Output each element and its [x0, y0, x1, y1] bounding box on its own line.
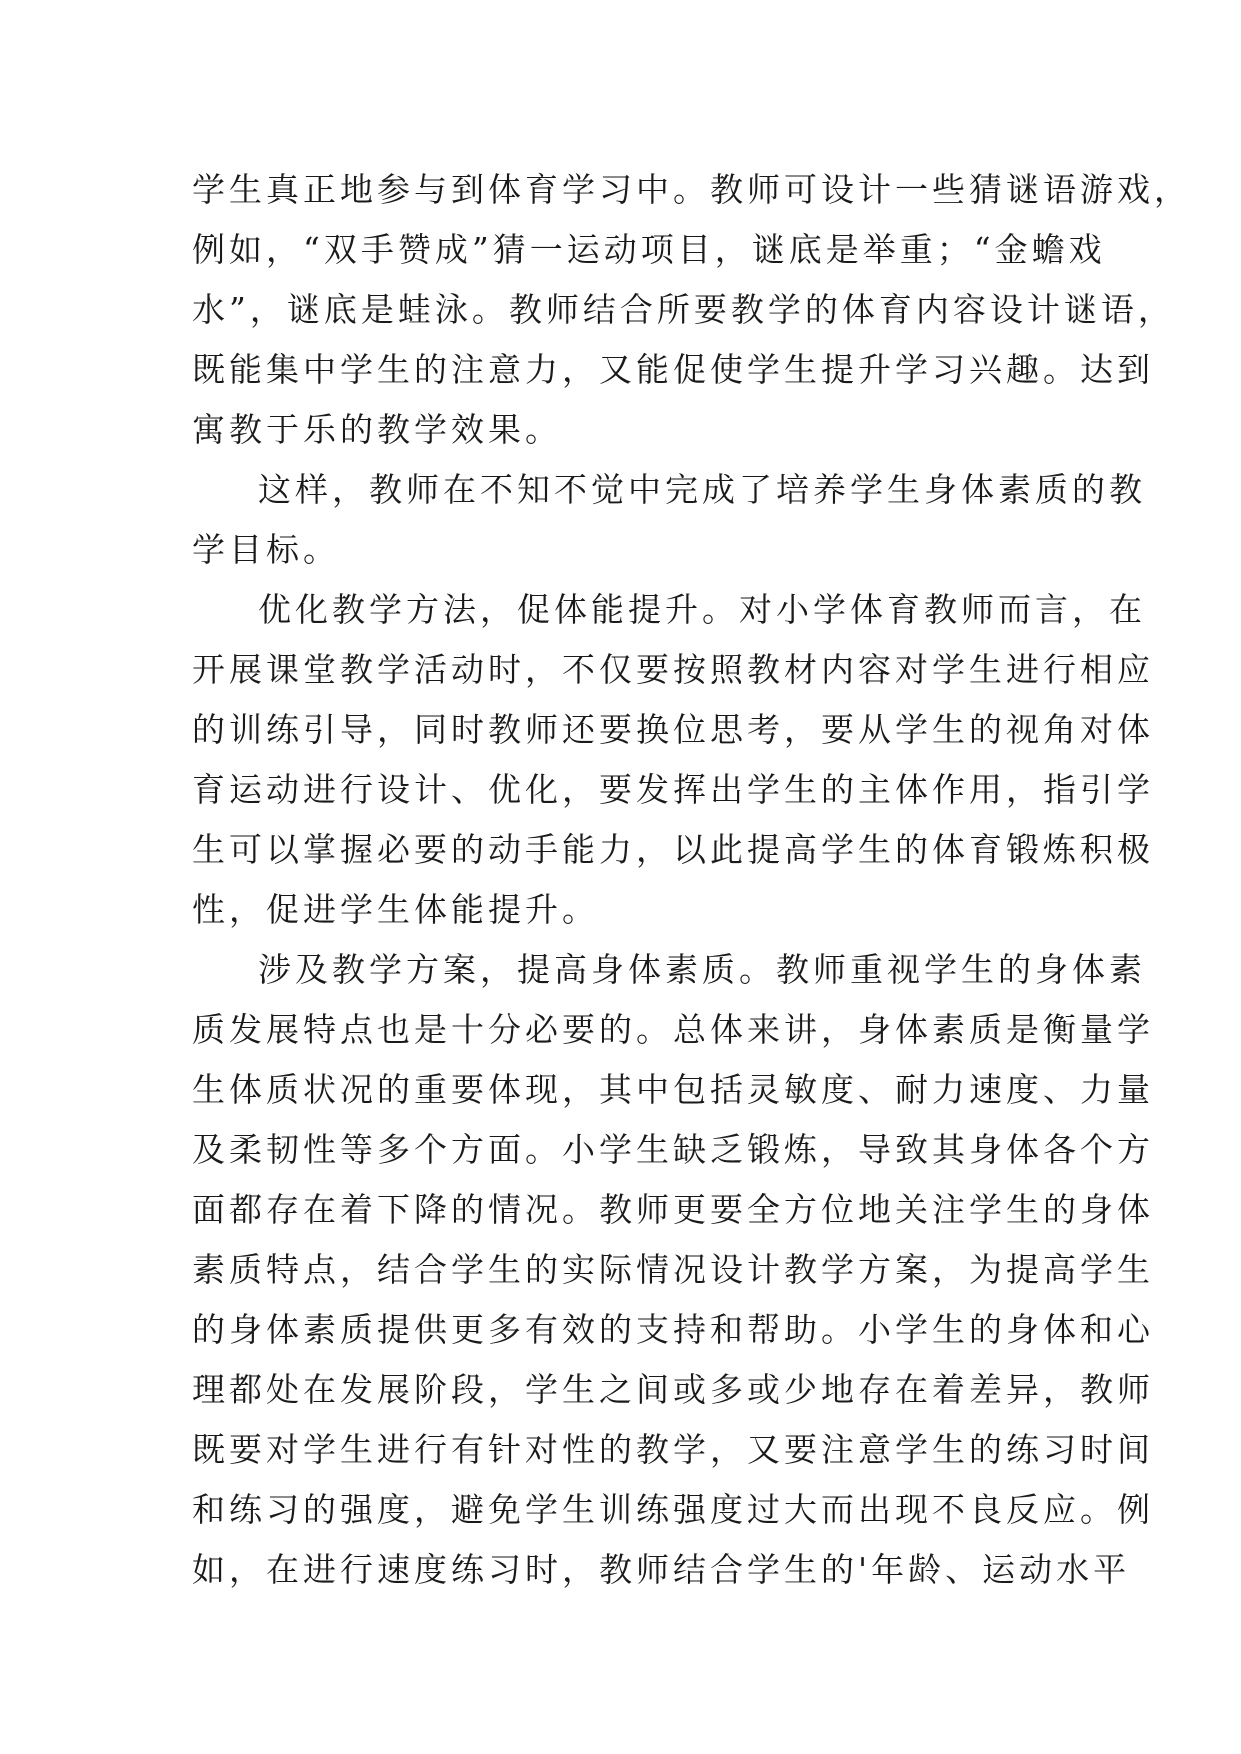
text-line: 开展课堂教学活动时，不仅要按照教材内容对学生进行相应 [192, 650, 1154, 689]
text-line: 的训练引导，同时教师还要换位思考，要从学生的视角对体 [192, 710, 1154, 749]
text-line: 水”，谜底是蛙泳。教师结合所要教学的体育内容设计谜语， [192, 290, 1175, 329]
text-line: 育运动进行设计、优化，要发挥出学生的主体作用，指引学 [192, 770, 1154, 809]
text-line: 既要对学生进行有针对性的教学，又要注意学生的练习时间 [192, 1430, 1154, 1469]
text-line: 质发展特点也是十分必要的。总体来讲，身体素质是衡量学 [192, 1010, 1154, 1049]
text-line: 理都处在发展阶段，学生之间或多或少地存在着差异，教师 [192, 1370, 1154, 1409]
text-line: 面都存在着下降的情况。教师更要全方位地关注学生的身体 [192, 1190, 1154, 1229]
text-line: 如，在进行速度练习时，教师结合学生的'年龄、运动水平 [192, 1550, 1131, 1589]
paragraph-first-line: 涉及教学方案，提高身体素质。教师重视学生的身体素 [258, 950, 1146, 989]
text-line: 学生真正地参与到体育学习中。教师可设计一些猜谜语游戏， [192, 170, 1191, 209]
paragraph-first-line: 这样，教师在不知不觉中完成了培养学生身体素质的教 [258, 470, 1146, 509]
text-line: 素质特点，结合学生的实际情况设计教学方案，为提高学生 [192, 1250, 1154, 1289]
text-line: 生可以掌握必要的动手能力，以此提高学生的体育锻炼积极 [192, 830, 1154, 869]
text-line: 既能集中学生的注意力，又能促使学生提升学习兴趣。达到 [192, 350, 1154, 389]
text-line: 性，促进学生体能提升。 [192, 890, 599, 929]
paragraph-first-line: 优化教学方法，促体能提升。对小学体育教师而言，在 [258, 590, 1146, 629]
text-line: 例如，“双手赞成”猜一运动项目，谜底是举重；“金蟾戏 [192, 230, 1106, 269]
text-line: 学目标。 [192, 530, 340, 569]
text-line: 生体质状况的重要体现，其中包括灵敏度、耐力速度、力量 [192, 1070, 1154, 1109]
body-text [192, 160, 1191, 1600]
text-line: 寓教于乐的教学效果。 [192, 410, 562, 449]
text-line: 和练习的强度，避免学生训练强度过大而出现不良反应。例 [192, 1490, 1154, 1529]
text-line: 及柔韧性等多个方面。小学生缺乏锻炼，导致其身体各个方 [192, 1130, 1154, 1169]
text-line: 的身体素质提供更多有效的支持和帮助。小学生的身体和心 [192, 1310, 1154, 1349]
